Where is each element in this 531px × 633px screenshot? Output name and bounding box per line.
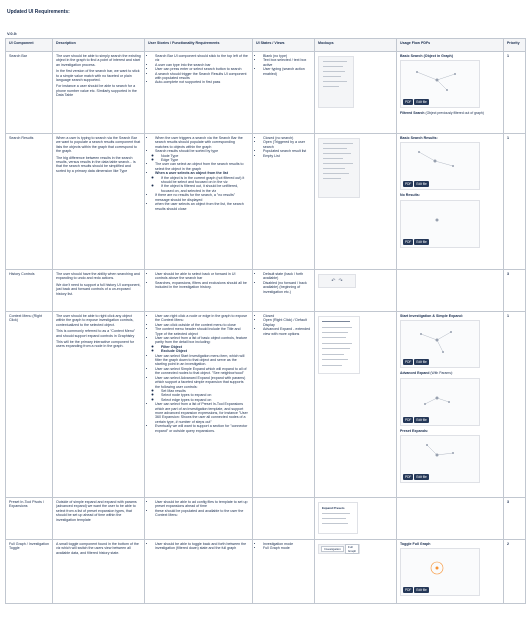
mockup-cell	[315, 540, 397, 604]
description-cell: The user should have the ability when searching and expanding to undo and redo actions. We don't need to support a full history UI component, just back and forward controls of a un-exposed history list.	[53, 270, 145, 312]
states-cell	[253, 498, 315, 540]
graph-thumbnail-icon	[407, 64, 467, 96]
component-name: Full Graph / Investigation Toggle	[6, 540, 53, 604]
edit-file-button[interactable]: Edit file	[416, 100, 427, 105]
component-name: Search Results	[6, 134, 53, 270]
priority-value: 1	[504, 134, 526, 270]
undo-icon[interactable]: ↶	[331, 277, 336, 284]
search-results-mockup[interactable]	[318, 138, 360, 198]
graph-thumbnail-icon	[407, 439, 467, 471]
table-row	[6, 270, 526, 312]
usage-flow-cell: Start Investigation & Simple Expand: PDF Edit file Advanced Expand (With Params): PDF Edit file Preset Expands: PDF Edit file	[397, 312, 504, 498]
flow-label: Basic Search (Object in Graph)	[400, 54, 453, 58]
description-cell: The user should be able to simply search the existing object in the graph to find a point of interest and start an investigation process. In the first version of the search bar, we want to stick to a simple value match with no faceted or plain language search supported. For instance a user should be able to search for a phone number value etc. Similarly supported in the Data Table	[53, 52, 145, 134]
toggle-full-graph[interactable]: Full Graph	[345, 544, 359, 555]
pdf-icon[interactable]: PDF	[405, 182, 412, 187]
usage-flow-cell	[397, 498, 504, 540]
pdf-preview[interactable]	[400, 435, 480, 483]
stories-cell: • User should be able to ad config files to template to set up preset expansions ahead of time • these should be populated and available to the user the Context Menu	[145, 498, 253, 540]
mockup-cell	[315, 52, 397, 134]
header-user-stories: User Stories / Functionality Requirements	[145, 39, 253, 52]
pdf-icon[interactable]: PDF	[405, 417, 412, 422]
search-bar-mockup[interactable]	[318, 56, 354, 108]
preset-mock-title: Expand Presets	[322, 506, 345, 510]
pdf-icon[interactable]: PDF	[405, 475, 412, 480]
description-cell: When a user is typing to search via the Search Bar we want to populate a search results component that lists the objects within the graph that correspond to the graph. The big difference between results in the search results, versus results in the data table search... is that the search results should be simplified and sorted by a primary data dimension like Type	[53, 134, 145, 270]
states-cell: • Closed (no search) • Open (Triggered by a user search • Populated search result list • Empty List	[253, 134, 315, 270]
stories-cell: • User can right click a node or edge in the graph to expose the Context Menu • User can click outside of the context menu to close • The context menu header should include the Title and Type of the selected object • User can select from a list of basic object controls, feature parity from the detail box including: ◦ Filter Object ◦ Exclude Object • User can select Start Investigation menu item, which will filter the graph down to that object and serve as the starting point in an investigation. • User can select Simple Expand which will expand to all of the connected nodes to that object. "See neighborhood" • User can select Advanced Expand (expand with params) which support a faceted simple expansion that supports the following user controls: ◦ Set Max results ◦ Select node types to expand on ◦ Select edge types to expand on • User can select from a list of Preset In-Tool Expansions which are part of an investigation template, and support more advanced expansion expressions, for instance "User 360 Expansion: Shows the user all connected nodes of a certain type, # number of steps out" • Eventually we will want to support a section for "connector expand" or outside query expansions.	[145, 312, 253, 498]
component-name: Context Menu (Right Click)	[6, 312, 53, 498]
pdf-preview[interactable]	[400, 60, 480, 108]
header-usage-flow: Usage Flow PDFs	[397, 39, 504, 52]
stories-cell: • User should be able to select back or forward in UI controls above the search bar • Searches, expansions, filters and exclusions should all be included in the investigation history.	[145, 270, 253, 312]
version-heading: V.0.0:	[7, 31, 18, 36]
edit-file-button[interactable]: Edit file	[416, 239, 427, 244]
redo-icon[interactable]: ↷	[338, 277, 343, 284]
stories-cell: • When the user triggers a search via the Search Bar the search results should populate with corresponding matches to objects within the graph • Search results should be sorted by type ◦ Node Type ◦ Edge Type • The user can select an object from the search results to select the object in the graph • When a user selects an object from the list ◦ If the object is in the current graph (not filtered out) it should be select and focused on in the viz ◦ If the object is filtered out, it should be unfiltered, focused on, and selected in the viz • If there are no results for the search, a "no results" message should be displayed • when the user selects an object from the list, the search results should close	[145, 134, 253, 270]
pdf-preview[interactable]	[400, 320, 480, 368]
edit-file-button[interactable]: Edit file	[416, 588, 427, 593]
flow-label: Basic Search Results:	[400, 136, 438, 140]
header-ui-states: UI States / Views	[253, 39, 315, 52]
table-row	[6, 498, 526, 540]
table-row	[6, 312, 526, 498]
pdf-icon[interactable]: PDF	[405, 100, 412, 105]
flow-label: No Results:	[400, 193, 420, 198]
graph-thumbnail-icon	[407, 552, 467, 584]
page-title: Updated UI Requirements:	[7, 9, 70, 15]
pdf-icon[interactable]: PDF	[405, 360, 412, 365]
pdf-icon[interactable]: PDF	[405, 239, 412, 244]
mockup-cell	[315, 312, 397, 498]
flow-label: Preset Expands:	[400, 428, 429, 433]
table-row	[6, 540, 526, 604]
graph-thumbnail-icon	[407, 382, 467, 414]
graph-thumbnail-icon	[407, 204, 467, 236]
priority-value: 1	[504, 312, 526, 498]
requirements-table	[5, 38, 526, 604]
states-cell: • Blank (no type) • Text box selected / text box active • User typing (search action enabled)	[253, 52, 315, 134]
header-mockups: Mockups	[315, 39, 397, 52]
preset-expansions-mockup[interactable]	[318, 502, 358, 534]
description-cell: A small toggle component found in the bottom of the viz which will switch the users view between all available data, and filtered history state.	[53, 540, 145, 604]
table-header-row	[6, 39, 526, 52]
flow-label: Toggle Full Graph	[400, 542, 431, 546]
states-cell: • Investigation mode • Full Graph mode	[253, 540, 315, 604]
pdf-preview[interactable]	[400, 548, 480, 596]
flow-label: Filtered Search	[400, 111, 425, 116]
stories-cell: • User should be able to toggle back and forth between the investigation (filtered down) state and the full graph	[145, 540, 253, 604]
pdf-preview[interactable]	[400, 378, 480, 426]
component-name: Preset In-Tool Pivots / Expansions	[6, 498, 53, 540]
flow-label: Advanced Expand	[400, 371, 430, 376]
pdf-preview[interactable]	[400, 142, 480, 190]
context-menu-mockup[interactable]	[318, 316, 360, 374]
edit-file-button[interactable]: Edit file	[416, 475, 427, 480]
table-row	[6, 134, 526, 270]
graph-thumbnail-icon	[407, 324, 467, 356]
priority-value: 3	[504, 498, 526, 540]
usage-flow-cell	[397, 540, 504, 604]
component-name: History Controls	[6, 270, 53, 312]
graph-toggle-mockup	[318, 544, 360, 554]
pdf-preview[interactable]	[400, 200, 480, 248]
priority-value: 3	[504, 270, 526, 312]
usage-flow-cell	[397, 134, 504, 270]
priority-value: 2	[504, 540, 526, 604]
priority-value: 1	[504, 52, 526, 134]
states-cell: • Closed • Open (Right Click) / Default Display • Advanced Expand - extended view with more options	[253, 312, 315, 498]
description-cell: The user should be able to right click any object within the graph to expose investigation controls, contextualized to the selected object. This is commonly referred to as a "Context Menu" and should support expand controls in Graphistry This will be the primary interactive component for users expanding from a node in the graph.	[53, 312, 145, 498]
header-description: Description	[53, 39, 145, 52]
header-priority: Priority	[504, 39, 526, 52]
mockup-cell	[315, 498, 397, 540]
toggle-investigation[interactable]: Investigation	[321, 546, 344, 552]
graph-thumbnail-icon	[407, 146, 467, 178]
states-cell: • Default state (back / forth available) • Disabled (no forward / back available) (beginning of investigation etc.)	[253, 270, 315, 312]
edit-file-button[interactable]: Edit file	[416, 360, 427, 365]
stories-cell: • Search Bar UI component should stick to the top left of the viz • A user can type into the search bar • User can press enter or select search button to search • A search should trigger the Search Results UI component with populated results • Auto-complete not supported in first pass	[145, 52, 253, 134]
usage-flow-cell: Basic Search (Object in Graph) PDF Edit file Filtered Search (Object previously filtered out of graph)	[397, 52, 504, 134]
pdf-icon[interactable]: PDF	[405, 588, 412, 593]
edit-file-button[interactable]: Edit file	[416, 417, 427, 422]
description-cell: Outside of simple expand and expand with params (advanced expand) we want the user to be able to select from a list of preset expansion types, that should be set up ahead of time within the investigation template	[53, 498, 145, 540]
table-row	[6, 52, 526, 134]
history-controls-mockup	[318, 274, 356, 288]
header-ui-component: UI Component	[6, 39, 53, 52]
component-name: Search Bar	[6, 52, 53, 134]
mockup-cell	[315, 270, 397, 312]
flow-label: Start Investigation & Simple Expand:	[400, 314, 463, 318]
usage-flow-cell	[397, 270, 504, 312]
edit-file-button[interactable]: Edit file	[416, 182, 427, 187]
mockup-cell	[315, 134, 397, 270]
